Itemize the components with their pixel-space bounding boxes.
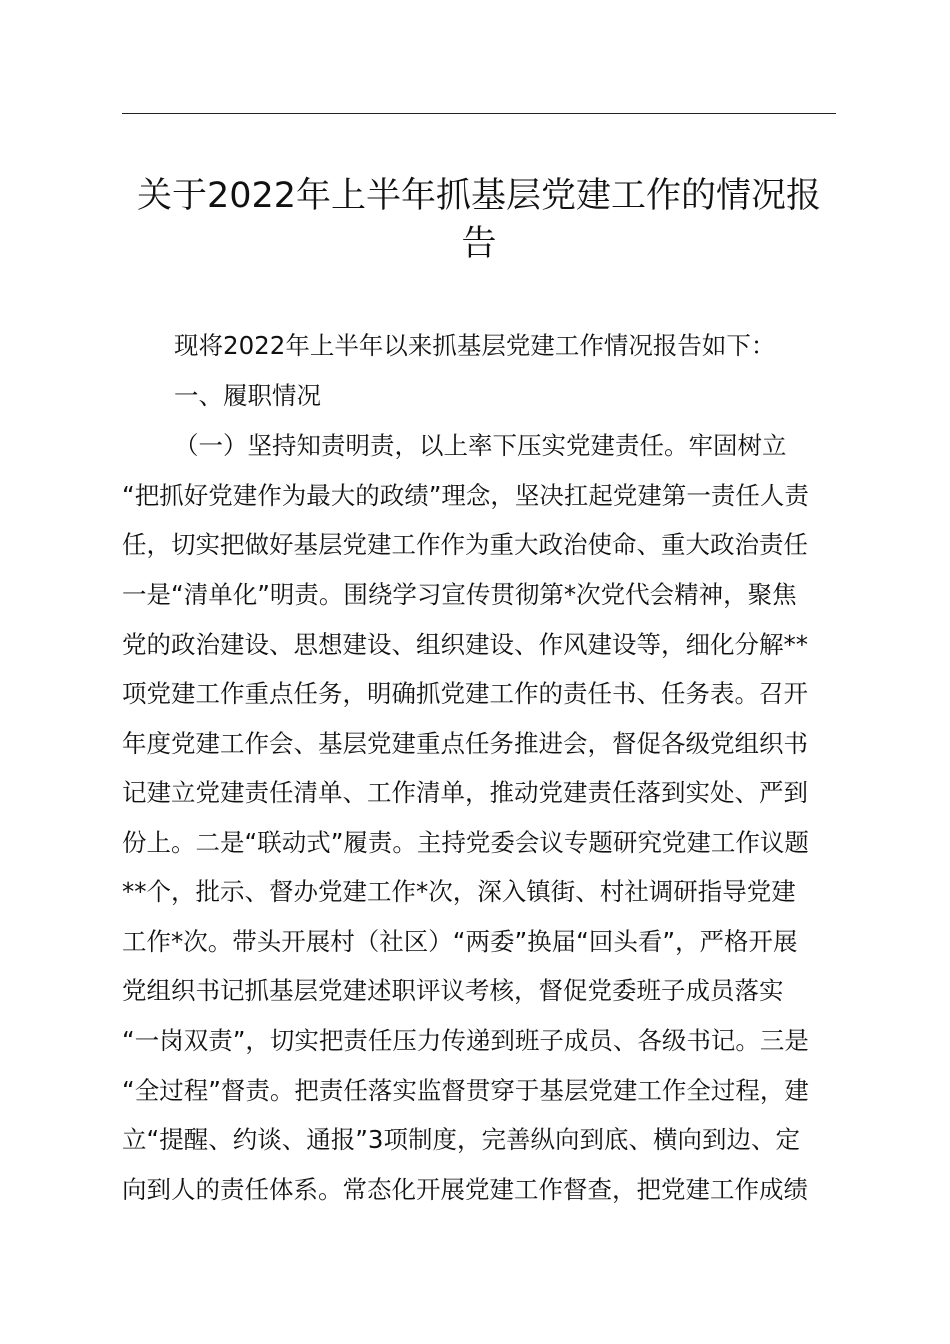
body-line: **个，批示、督办党建工作*次，深入镇街、村社调研指导党建 [122,877,796,906]
body-line: “一岗双责”，切实把责任压力传递到班子成员、各级书记。三是 [122,1026,809,1055]
body-line: 党的政治建设、思想建设、组织建设、作风建设等，细化分解** [122,630,808,659]
body-line: 向到人的责任体系。常态化开展党建工作督查，把党建工作成绩 [122,1175,808,1204]
document-title [122,172,836,268]
body-line: （一）坚持知责明责，以上率下压实党建责任。牢固树立 [174,431,787,460]
body-line: 一是“清单化”明责。围绕学习宣传贯彻第*次党代会精神，聚焦 [122,580,797,609]
section-heading: 一、履职情况 [174,381,321,410]
body-line: 党组织书记抓基层党建述职评议考核，督促党委班子成员落实 [122,976,784,1005]
body-line: 任，切实把做好基层党建工作作为重大政治使命、重大政治责任 [122,530,808,559]
body-line: 工作*次。带头开展村（社区）“两委”换届“回头看”，严格开展 [122,927,798,956]
body-line: 项党建工作重点任务，明确抓党建工作的责任书、任务表。召开 [122,679,808,708]
body-line: 立“提醒、约谈、通报”3项制度，完善纵向到底、横向到边、定 [122,1125,800,1154]
title-line-1: 关于2022年上半年抓基层党建工作的情况报 [136,176,822,216]
header-rule [122,113,836,114]
title-line-2: 告 [461,224,497,264]
body-line: “全过程”督责。把责任落实监督贯穿于基层党建工作全过程，建 [122,1076,809,1105]
body-line: “把抓好党建作为最大的政绩”理念，坚决扛起党建第一责任人责 [122,481,809,510]
intro-paragraph: 现将2022年上半年以来抓基层党建工作情况报告如下： [174,331,776,360]
body-line: 记建立党建责任清单、工作清单，推动党建责任落到实处、严到 [122,778,808,807]
body-line: 年度党建工作会、基层党建重点任务推进会，督促各级党组织书 [122,729,808,758]
body-line: 份上。二是“联动式”履责。主持党委会议专题研究党建工作议题 [122,828,809,857]
